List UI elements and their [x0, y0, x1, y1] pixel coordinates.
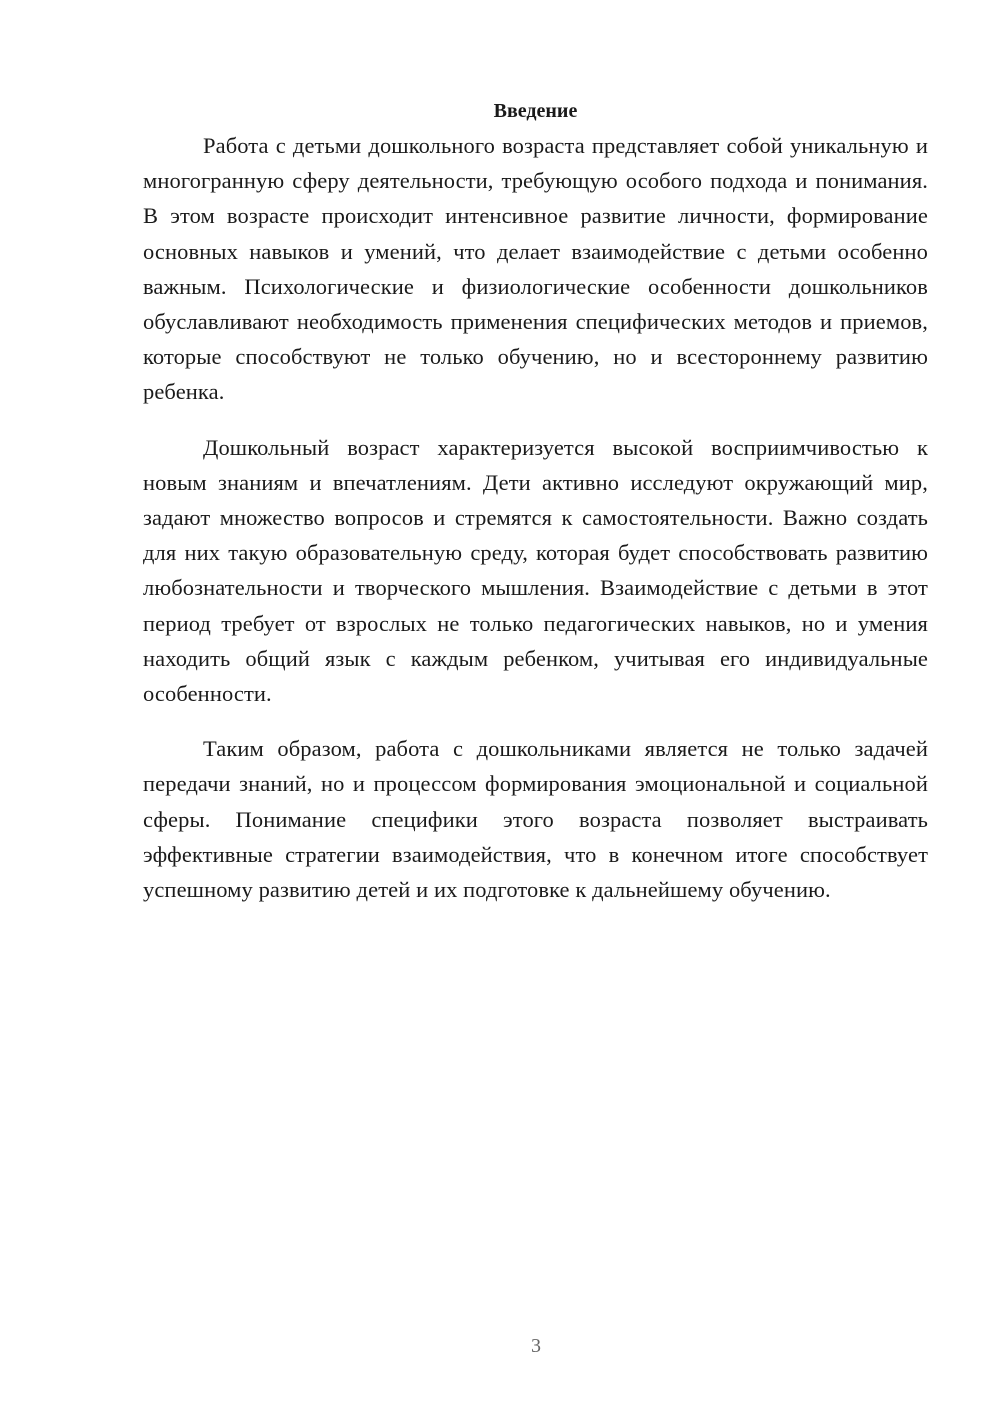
paragraph-2: Дошкольный возраст характеризуется высокой восприимчивостью к новым знаниям и впечатлениям. Дети активно исследуют окружающий мир, задают множество вопросов и стремятся к самостоятельности. Важно создать для них такую образовательную среду, которая будет способствовать развитию любознательности и творческого мышления. Взаимодействие с детьми в этот период требует от взрослых не только педагогических навыков, но и умения находить общий язык с каждым ребенком, учитывая его индивидуальные особенности.: [143, 434, 928, 707]
paragraph-3: Таким образом, работа с дошкольниками является не только задачей передачи знаний, но и процессом формирования эмоциональной и социальной сферы. Понимание специфики этого возраста позволяет выстраивать эффективные стратегии взаимодействия, что в конечном итоге способствует успешному развитию детей и их подготовке к дальнейшему обучению.: [143, 736, 928, 903]
page-number: 3: [531, 1335, 541, 1357]
section-heading: Введение: [493, 100, 578, 122]
page-body: [143, 96, 928, 927]
paragraph-1: Работа с детьми дошкольного возраста представляет собой уникальную и многогранную сферу деятельности, требующую особого подхода и понимания. В этом возрасте происходит интенсивное развитие личности, формирование основных навыков и умений, что делает взаимодействие с детьми особенно важным. Психологические и физиологические особенности дошкольников обуславливают необходимость применения специфических методов и приемов, которые способствуют не только обучению, но и всестороннему развитию ребенка.: [143, 133, 928, 405]
